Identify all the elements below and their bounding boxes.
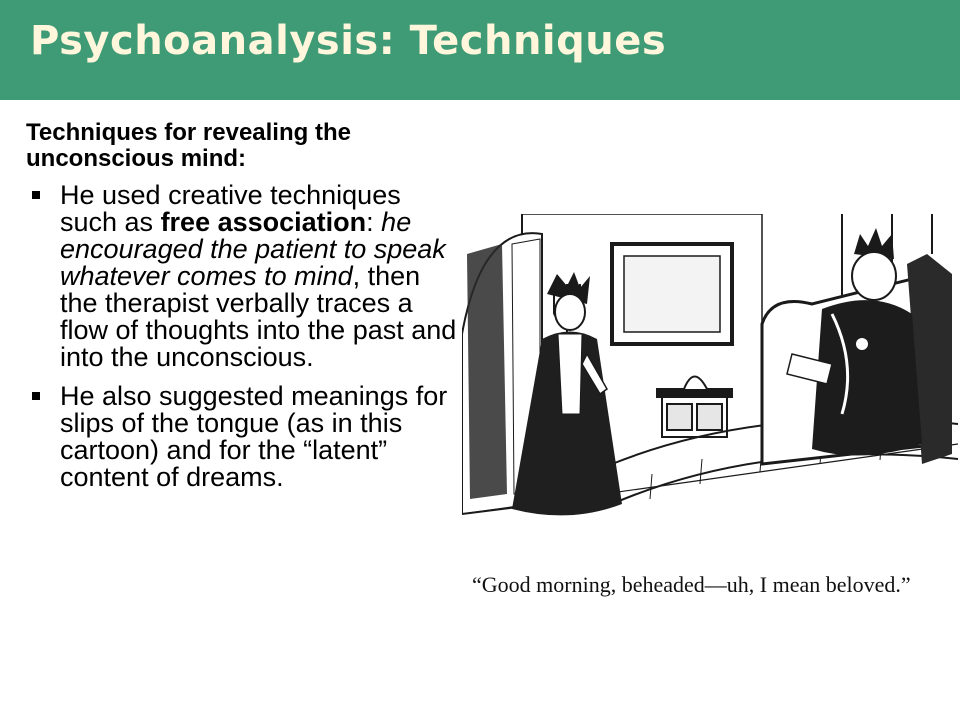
table-icon	[657, 377, 732, 438]
body-text	[26, 120, 458, 710]
bullet-list	[26, 179, 458, 492]
bullet1-text-1: He used creative techniques such as	[60, 179, 401, 237]
bullet1-text-2: :	[366, 206, 382, 237]
bullet-item-free-association	[26, 179, 458, 372]
bullet-item-slips	[26, 380, 458, 492]
bullet1-italic-text: he encouraged the patient to speak whatever comes to mind	[60, 206, 446, 291]
bullet1-text-3: , then the therapist verbally traces a flow of thoughts into the past and into the unconscious.	[60, 260, 457, 372]
title-bar	[0, 0, 960, 100]
cartoon-caption: “Good morning, beheaded—uh, I mean beloved.”	[472, 572, 911, 597]
slide-title: Psychoanalysis: Techniques	[30, 18, 667, 64]
bullet2-text: He also suggested meanings for slips of the tongue (as in this cartoon) and for the “latent” content of dreams.	[60, 380, 448, 492]
square-bullet-icon	[32, 392, 40, 400]
picture-frame-icon	[612, 244, 732, 344]
cartoon-illustration	[462, 214, 958, 544]
king-on-throne-icon	[762, 228, 952, 464]
square-bullet-icon	[32, 191, 40, 199]
bullet1-bold-term: free association	[160, 206, 367, 237]
intro-heading: Techniques for revealing the unconscious mind:	[26, 120, 351, 172]
